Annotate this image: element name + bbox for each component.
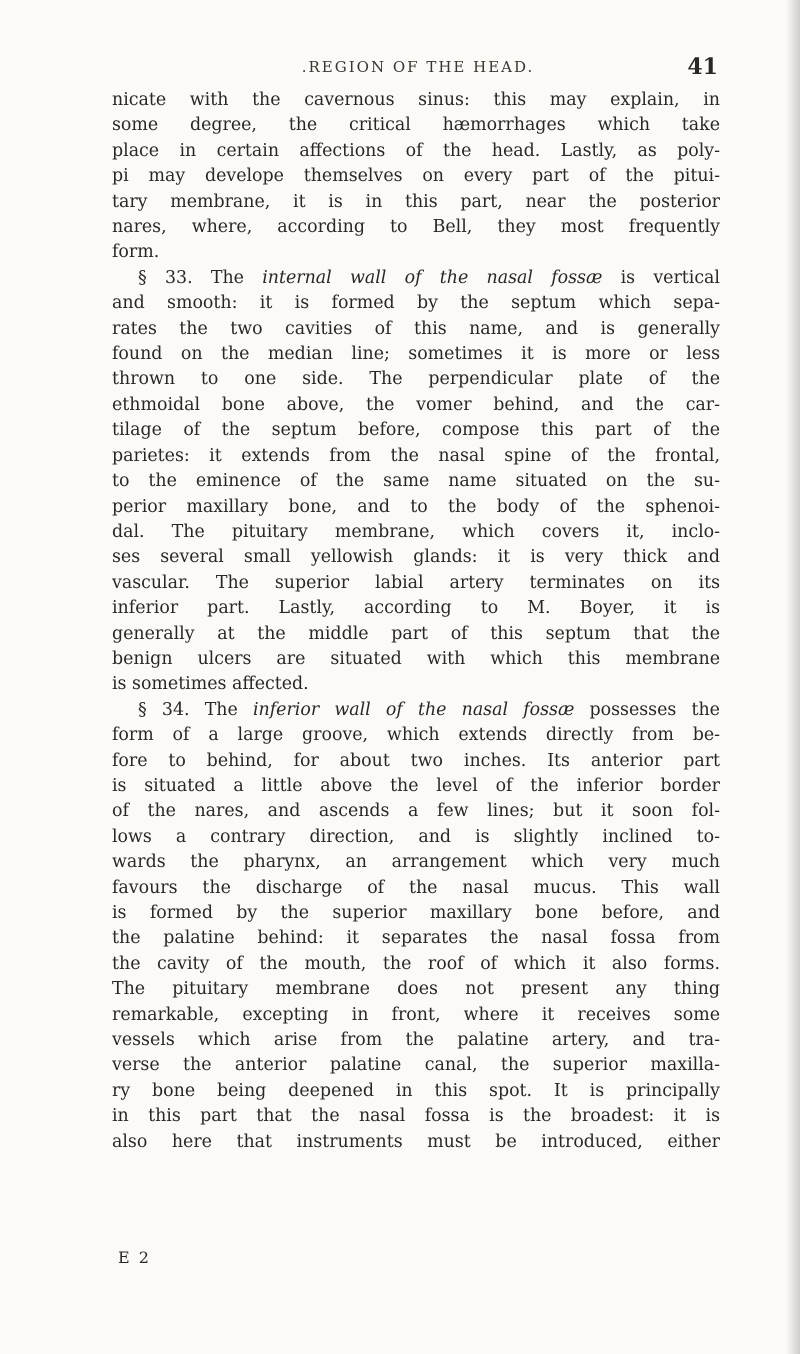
section-33-lead-end: is vertical (602, 267, 720, 288)
text-line: found on the median line; sometimes it is more or less (112, 344, 720, 365)
text-line: tary membrane, it is in this part, near the posterior (112, 191, 720, 212)
text-line: remarkable, excepting in front, where it receives some (112, 1004, 720, 1025)
text-line: is formed by the superior maxillary bone before, and (112, 903, 720, 923)
text-line: vascular. The superior labial artery terminates on its (112, 572, 720, 593)
text-line: vessels which arise from the palatine artery, and tra- (112, 1030, 720, 1051)
text-line: some degree, the critical hæmorrhages which take (112, 115, 720, 136)
text-line: generally at the middle part of this septum that the (112, 623, 720, 644)
text-line: is sometimes affected. (112, 674, 309, 695)
text-line: perior maxillary bone, and to the body of the sphenoi- (112, 496, 720, 517)
text-line: parietes: it extends from the nasal spine of the frontal, (112, 445, 720, 466)
text-line: thrown to one side. The perpendicular plate of the (112, 369, 720, 390)
text-line: pi may develope themselves on every part of the pitui- (112, 166, 720, 187)
body-text (112, 88, 720, 1155)
text-line: inferior part. Lastly, according to M. Boyer, it is (112, 598, 720, 619)
text-line: form of a large groove, which extends directly from be- (112, 725, 720, 746)
page-header (118, 54, 718, 84)
text-line: lows a contrary direction, and is slightly inclined to- (112, 826, 720, 847)
text-line: to the eminence of the same name situated on the su- (112, 471, 720, 492)
text-line: is situated a little above the level of the inferior border (112, 775, 720, 796)
page-edge-shadow (786, 0, 800, 1354)
text-line: The pituitary membrane does not present any thing (112, 979, 720, 1000)
section-34-first-line (112, 698, 720, 723)
section-33-lead: § 33. The (138, 267, 263, 288)
section-34-heading: inferior wall of the nasal fossæ (252, 699, 575, 720)
page-number: 41 (687, 54, 718, 80)
text-line: verse the anterior palatine canal, the superior maxilla- (112, 1055, 720, 1076)
section-34-lead-end: possesses the (574, 699, 720, 720)
section-33-first-line (112, 266, 720, 291)
running-head: .REGION OF THE HEAD. (301, 58, 535, 76)
text-line: benign ulcers are situated with which this membrane (112, 648, 720, 669)
section-34-lead: § 34. The (138, 699, 253, 720)
text-line: nicate with the cavernous sinus: this may explain, in (112, 90, 720, 110)
text-line: ry bone being deepened in this spot. It is principally (112, 1080, 720, 1101)
text-line: the palatine behind: it separates the nasal fossa from (112, 928, 720, 949)
text-line: in this part that the nasal fossa is the broadest: it is (112, 1106, 720, 1127)
text-line: form. (112, 242, 160, 263)
text-line: the cavity of the mouth, the roof of which it also forms. (112, 953, 720, 974)
text-line: dal. The pituitary membrane, which covers it, inclo- (112, 521, 720, 542)
text-line: and smooth: it is formed by the septum which sepa- (112, 293, 720, 314)
signature-mark: E 2 (118, 1248, 151, 1267)
text-line: ses several small yellowish glands: it is very thick and (112, 547, 720, 568)
text-line: wards the pharynx, an arrangement which very much (112, 852, 720, 873)
text-line: of the nares, and ascends a few lines; but it soon fol- (112, 801, 720, 822)
text-line: favours the discharge of the nasal mucus. This wall (112, 877, 720, 898)
text-line: rates the two cavities of this name, and is generally (112, 318, 720, 339)
text-line: tilage of the septum before, compose this part of the (112, 420, 720, 441)
text-line: ethmoidal bone above, the vomer behind, and the car- (112, 394, 720, 415)
text-line: place in certain affections of the head. Lastly, as poly- (112, 140, 720, 161)
text-line: fore to behind, for about two inches. Its anterior part (112, 750, 720, 771)
text-line: also here that instruments must be introduced, either (112, 1131, 720, 1152)
section-33-heading: internal wall of the nasal fossæ (262, 267, 603, 288)
text-line: nares, where, according to Bell, they most frequently (112, 217, 720, 238)
